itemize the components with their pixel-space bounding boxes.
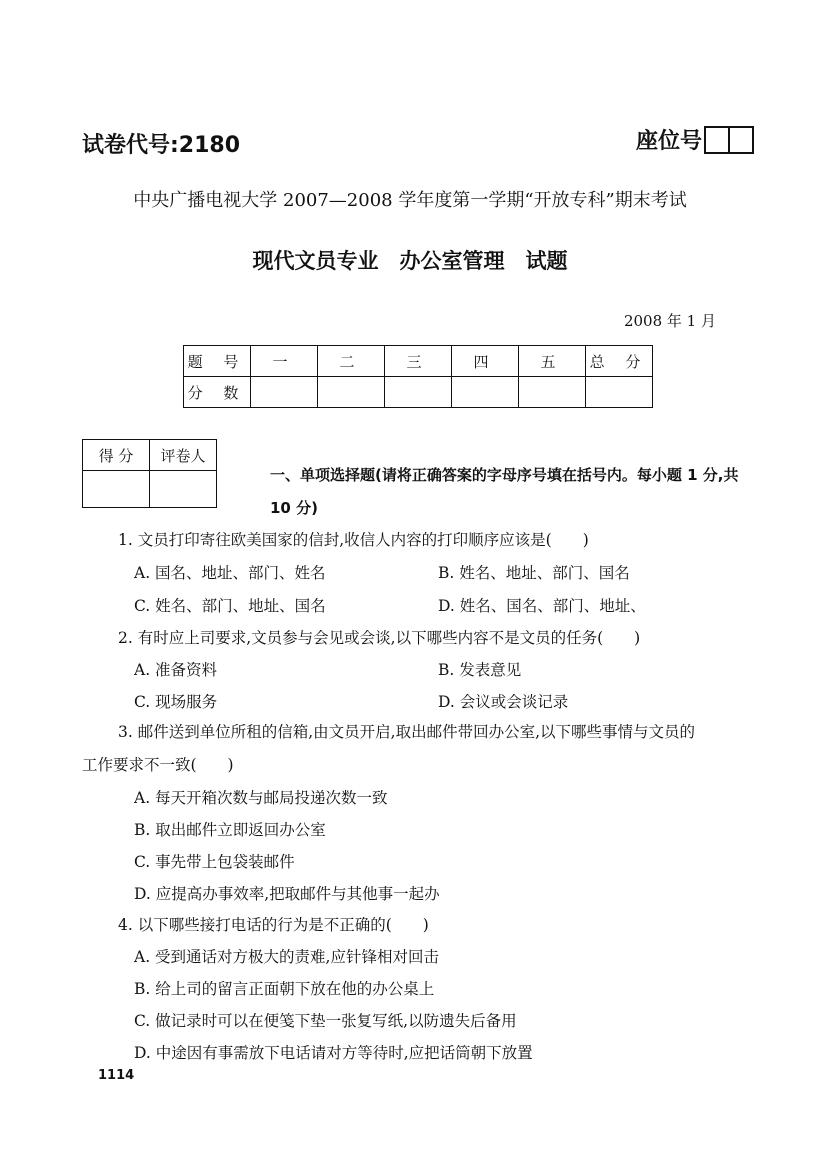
grader-table (82, 439, 217, 508)
question-2-option-d: D. 会议或会谈记录 (438, 693, 569, 711)
score-cell[interactable] (251, 377, 318, 408)
question-3-option-a: A. 每天开箱次数与邮局投递次数一致 (134, 789, 388, 807)
exam-date: 2008 年 1 月 (623, 312, 716, 330)
score-table-score-row (184, 377, 653, 408)
seat-number-boxes (704, 126, 754, 154)
grader-name-cell[interactable] (150, 471, 217, 508)
question-3-continuation: 工作要求不一致( ) (82, 756, 234, 774)
seat-number (636, 124, 754, 155)
score-header-cell: 三 (385, 346, 452, 377)
grader-header-cell: 评卷人 (150, 440, 217, 471)
score-row-label: 分 数 (184, 377, 251, 408)
university-line: 中央广播电视大学 2007—2008 学年度第一学期“开放专科”期末考试 (133, 190, 687, 211)
question-1-option-b: B. 姓名、地址、部门、国名 (438, 564, 630, 582)
score-cell[interactable] (385, 377, 452, 408)
seat-label: 座位号 (635, 129, 702, 154)
section-heading: 一、单项选择题(请将正确答案的字母序号填在括号内。每小题 1 分,共 10 分) (270, 466, 739, 517)
question-2-option-c: C. 现场服务 (134, 693, 218, 711)
question-3: 3. 邮件送到单位所租的信箱,由文员开启,取出邮件带回办公室,以下哪些事情与文员的 (118, 723, 695, 741)
question-4: 4. 以下哪些接打电话的行为是不正确的( ) (118, 916, 429, 934)
score-cell[interactable] (586, 377, 653, 408)
grader-header-cell: 得 分 (83, 440, 150, 471)
question-1-option-c: C. 姓名、部门、地址、国名 (134, 597, 326, 615)
question-2-option-a: A. 准备资料 (134, 661, 218, 679)
seat-box (730, 126, 754, 154)
question-4-option-d: D. 中途因有事需放下电话请对方等待时,应把话筒朝下放置 (134, 1044, 533, 1062)
grader-table-header-row (83, 440, 217, 471)
score-header-cell: 题 号 (184, 346, 251, 377)
question-1-option-d: D. 姓名、国名、部门、地址、 (438, 597, 646, 615)
question-4-option-b: B. 给上司的留言正面朝下放在他的办公桌上 (134, 980, 435, 998)
question-2: 2. 有时应上司要求,文员参与会见或会谈,以下哪些内容不是文员的任务( ) (118, 629, 641, 647)
question-1: 1. 文员打印寄往欧美国家的信封,收信人内容的打印顺序应该是( ) (118, 531, 589, 549)
question-3-option-d: D. 应提高办事效率,把取邮件与其他事一起办 (134, 885, 440, 903)
score-header-cell: 总 分 (586, 346, 653, 377)
score-cell[interactable] (318, 377, 385, 408)
question-4-option-c: C. 做记录时可以在便笺下垫一张复写纸,以防遗失后备用 (134, 1012, 517, 1030)
question-3-option-c: C. 事先带上包袋装邮件 (134, 853, 295, 871)
question-1-option-a: A. 国名、地址、部门、姓名 (134, 564, 326, 582)
grader-table-empty-row (83, 471, 217, 508)
score-table (183, 345, 653, 408)
paper-title: 现代文员专业 办公室管理 试题 (252, 249, 568, 273)
paper-code: 试卷代号:2180 (82, 133, 241, 158)
score-cell[interactable] (452, 377, 519, 408)
score-table-header-row (184, 346, 653, 377)
score-cell[interactable] (519, 377, 586, 408)
score-header-cell: 一 (251, 346, 318, 377)
page-number: 1114 (98, 1068, 135, 1083)
question-3-option-b: B. 取出邮件立即返回办公室 (134, 821, 326, 839)
score-header-cell: 四 (452, 346, 519, 377)
question-2-option-b: B. 发表意见 (438, 661, 522, 679)
seat-box (704, 126, 730, 154)
question-4-option-a: A. 受到通话对方极大的责难,应针锋相对回击 (134, 948, 439, 966)
score-header-cell: 二 (318, 346, 385, 377)
grader-score-cell[interactable] (83, 471, 150, 508)
score-header-cell: 五 (519, 346, 586, 377)
